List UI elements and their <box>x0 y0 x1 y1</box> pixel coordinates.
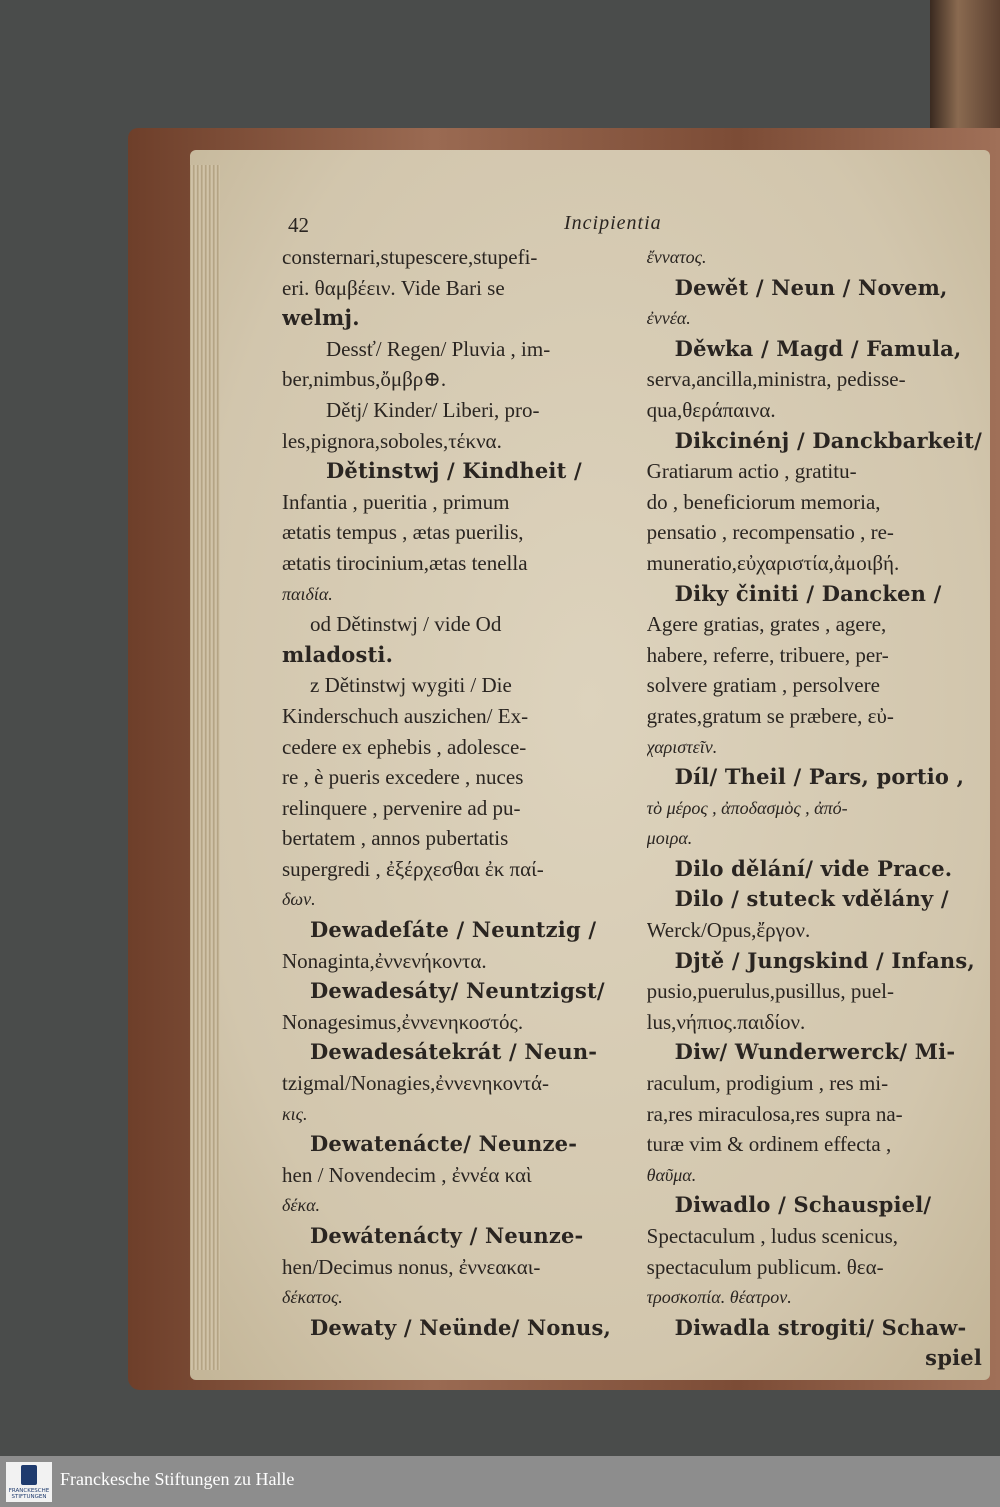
text-line: ἔννατος. <box>646 247 707 267</box>
text-line: qua,θεράπαινα. <box>646 397 776 422</box>
entry-headword: Dilo dělání/ vide Prace. <box>674 855 953 881</box>
entry-headword: Dewadesáty/ Neuntzigst/ <box>310 978 605 1004</box>
text-line: spiel <box>925 1345 982 1371</box>
entry-headword: Dilo / stuteck vdělány / <box>674 886 949 912</box>
page-number: 42 <box>288 213 309 237</box>
text-line: pusio,puerulus,pusillus, puel- <box>646 979 894 1004</box>
text-line: bertatem , annos pubertatis <box>282 826 509 851</box>
running-head: Incipientia <box>564 212 662 234</box>
right-column <box>647 242 982 1374</box>
institution-name[interactable]: Franckesche Stiftungen zu Halle <box>60 1469 295 1489</box>
entry-headword: Díl/ Theil / Pars, portio , <box>674 764 965 790</box>
text-line: Agere gratias, grates , agere, <box>646 612 887 637</box>
text-line: cedere ex ephebis , adolesce- <box>282 734 527 759</box>
entry-headword: Děwka / Magd / Famula, <box>674 335 962 361</box>
text-line: ætatis tirocinium,ætas tenella <box>282 550 528 575</box>
text-line: μοιρα. <box>646 828 693 849</box>
entry-headword: Dětinstwj / Kindheit / <box>326 458 582 484</box>
entry-headword: Djtě / Jungskind / Infans, <box>674 947 975 973</box>
text-line: pensatio , recompensatio , re- <box>646 520 894 545</box>
entry-headword: Dewatenácte/ Neunze- <box>310 1131 578 1157</box>
text-line: supergredi , ἐξέρχεσθαι ἐκ παί- <box>282 856 544 881</box>
text-line: Spectaculum , ludus scenicus, <box>646 1224 899 1248</box>
page-leaves <box>190 165 220 1370</box>
logo-text: FRANCKESCHE STIFTUNGEN <box>8 1488 50 1500</box>
text-line: consternari,stupescere,stupefi- <box>282 245 538 269</box>
text-line: raculum, prodigium , res mi- <box>646 1071 889 1096</box>
text-line: θαῦμα. <box>646 1164 697 1185</box>
text-line: muneratio,εὐχαριστία,ἀμοιβή. <box>646 550 900 575</box>
text-line: tzigmal/Nonagies,ἐννενηκοντά- <box>282 1071 550 1096</box>
text-line: relinquere , pervenire ad pu- <box>282 795 521 820</box>
text-line: ra,res miraculosa,res supra na- <box>646 1101 903 1126</box>
footer-bar <box>0 1456 1000 1507</box>
entry-headword: Dewátenácty / Neunze- <box>310 1223 584 1248</box>
text-line: παιδία. <box>282 583 333 604</box>
text-line: grates,gratum se præbere, εὐ- <box>646 703 894 728</box>
text-line: Gratiarum actio , gratitu- <box>646 459 857 484</box>
text-line: ἐννέα. <box>646 308 691 329</box>
entry-headword: Diky činiti / Dancken / <box>674 580 942 606</box>
text-line: χαριστεῖν. <box>646 736 718 757</box>
text-line: mladosti. <box>282 641 394 667</box>
text-line: solvere gratiam , persolvere <box>646 673 880 698</box>
text-line: κις. <box>282 1103 308 1124</box>
text-columns <box>282 242 982 1374</box>
text-line: lus,νήπιος.παιδίον. <box>646 1009 806 1034</box>
entry-headword: Dewět / Neun / Novem, <box>674 274 948 300</box>
entry-headword: Diwadla strogiti/ Schaw- <box>674 1314 967 1340</box>
building-icon <box>21 1465 37 1485</box>
text-line: ætatis tempus , ætas puerilis, <box>282 520 524 545</box>
entry-headword: Dewadesátekrát / Neun- <box>310 1039 598 1065</box>
text-line: spectaculum publicum. θεα- <box>646 1254 884 1279</box>
text-line: welmj. <box>282 305 360 331</box>
text-line: turæ vim & ordinem effecta , <box>646 1132 892 1157</box>
entry-headword: z Dětinstwj wygiti / Die <box>310 673 512 698</box>
text-line: ber,nimbus,ὄμβρ⊕. <box>282 367 447 392</box>
entry-headword: Dikcinénj / Danckbarkeit/ <box>674 427 982 453</box>
text-line: Nonagesimus,ἐννενηκοστός. <box>282 1009 524 1034</box>
entry-headword: Dessť/ Regen/ Pluvia , im- <box>326 336 551 361</box>
text-line: δων. <box>282 889 316 910</box>
entry-headword: Dewaty / Neünde/ Nonus, <box>310 1314 612 1340</box>
text-line: do , beneficiorum memoria, <box>646 489 881 514</box>
page-header <box>282 208 982 242</box>
entry-headword: od Dětinstwj / vide Od <box>310 612 502 637</box>
left-column <box>282 242 631 1374</box>
text-line: τὸ μέρος , ἀποδασμὸς , ἀπό- <box>646 797 848 818</box>
text-line: Infantia , pueritia , primum <box>282 489 510 514</box>
text-line: les,pignora,soboles,τέκνα. <box>282 428 502 453</box>
page-text <box>282 208 982 1371</box>
entry-headword: Diw/ Wunderwerck/ Mi- <box>674 1039 956 1065</box>
entry-headword: Dětj/ Kinder/ Liberi, pro- <box>326 397 540 422</box>
text-line: Werck/Opus,ἔργον. <box>646 918 811 943</box>
text-line: hen/Decimus nonus, ἐννεακαι- <box>282 1254 541 1279</box>
text-line: δέκατος. <box>282 1287 343 1308</box>
text-line: habere, referre, tribuere, per- <box>646 642 889 667</box>
text-line: eri. θαμβέειν. Vide Bari se <box>282 275 505 300</box>
text-line: serva,ancilla,ministra, pedisse- <box>646 367 906 392</box>
entry-headword: Diwadlo / Schauspiel/ <box>674 1192 932 1218</box>
text-line: Kinderschuch auszichen/ Ex- <box>282 703 529 728</box>
institution-logo[interactable] <box>6 1462 52 1502</box>
text-line: δέκα. <box>282 1195 321 1216</box>
text-line: Nonaginta,ἐννενήκοντα. <box>282 948 487 973</box>
text-line: hen / Novendecim , ἐννέα καὶ <box>282 1162 532 1187</box>
text-line: re , è pueris excedere , nuces <box>282 765 524 790</box>
entry-headword: Dewadeſáte / Neuntzig / <box>310 917 597 943</box>
text-line: τροσκοπία. θέατρον. <box>646 1287 792 1308</box>
